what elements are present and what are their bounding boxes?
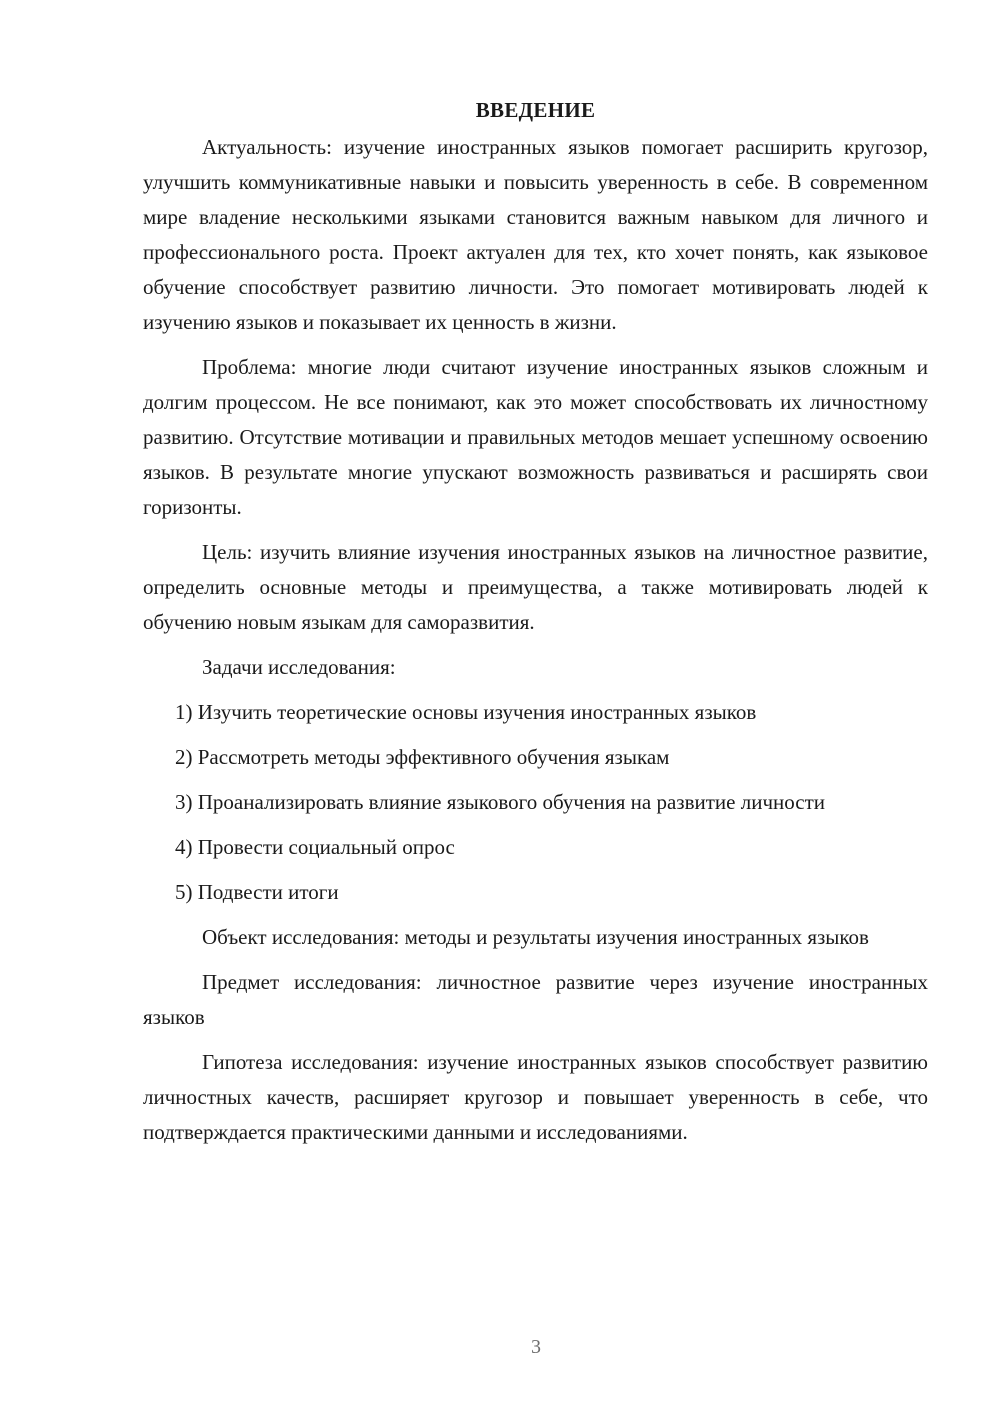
problem-paragraph: Проблема: многие люди считают изучение иностранных языков сложным и долгим процессом. Не все понимают, как это может способствовать их личностному развитию. Отсутствие мотивации и правильных методов мешает успешному освоению языков. В результате многие упускают возможность развиваться и расширять свои горизонты.: [143, 355, 928, 519]
task-item: 2) Рассмотреть методы эффективного обучения языкам: [175, 745, 670, 769]
page-body: [143, 93, 928, 1160]
relevance-paragraph: Актуальность: изучение иностранных языков помогает расширить кругозор, улучшить коммуникативные навыки и повысить уверенность в себе. В современном мире владение несколькими языками становится важным навыком для личного и профессионального роста. Проект актуален для тех, кто хочет понять, как языковое обучение способствует развитию личности. Это помогает мотивировать людей к изучению языков и показывает их ценность в жизни.: [143, 135, 928, 334]
page-number: 3: [531, 1336, 541, 1358]
goal-paragraph: Цель: изучить влияние изучения иностранных языков на личностное развитие, определить основные методы и преимущества, а также мотивировать людей к обучению новым языкам для саморазвития.: [143, 540, 928, 634]
section-heading: ВВЕДЕНИЕ: [475, 98, 596, 122]
task-item: 3) Проанализировать влияние языкового обучения на развитие личности: [175, 790, 826, 814]
task-item: 5) Подвести итоги: [175, 880, 339, 904]
subject-paragraph: Предмет исследования: личностное развитие через изучение иностранных языков: [143, 970, 928, 1029]
hypothesis-paragraph: Гипотеза исследования: изучение иностранных языков способствует развитию личностных качеств, расширяет кругозор и повышает уверенность в себе, что подтверждается практическими данными и исследованиями.: [143, 1050, 928, 1144]
task-item: 1) Изучить теоретические основы изучения иностранных языков: [175, 700, 757, 724]
tasks-heading: Задачи исследования:: [202, 655, 396, 679]
task-item: 4) Провести социальный опрос: [175, 835, 455, 859]
object-paragraph: Объект исследования: методы и результаты изучения иностранных языков: [202, 925, 869, 949]
